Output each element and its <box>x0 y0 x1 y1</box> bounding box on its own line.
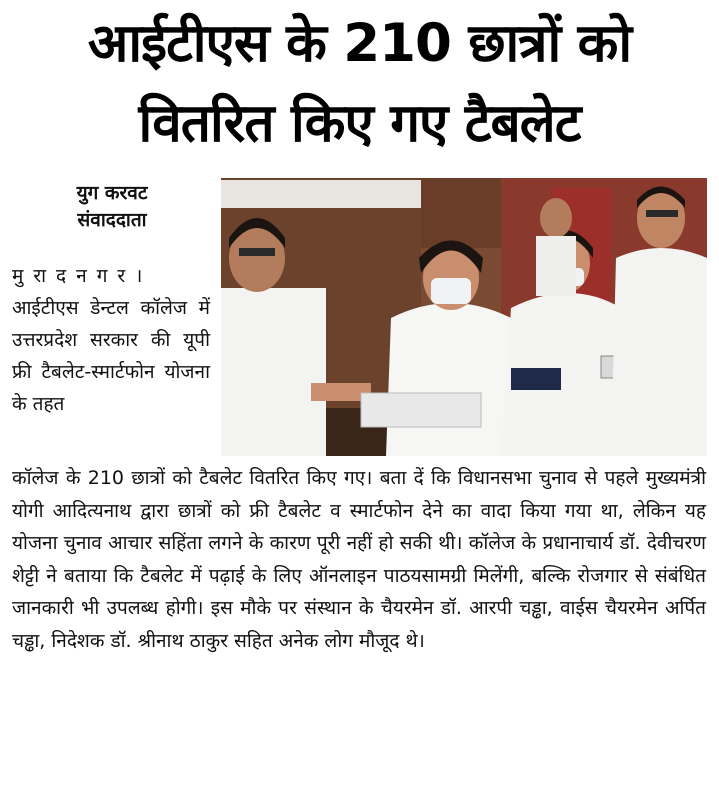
article-column-text: आईटीएस डेन्टल कॉलेज में उत्तरप्रदेश सरकार की यूपी फ्री टैबलेट-स्मार्टफोन योजना के तहत <box>12 297 210 415</box>
article-body-text: कॉलेज के 210 छात्रों को टैबलेट वितरित किए गए। बता दें कि विधानसभा चुनाव से पहले मुख्यमंत्री योगी आदित्यनाथ द्वारा छात्रों को फ्री टैबलेट व स्मार्टफोन देने का वादा किया गया था, लेकिन यह योजना चुनाव आचार सहिंता लगने के कारण पूरी नहीं हो सकी थी। कॉलेज के प्रधानाचार्य डॉ. देवीचरण शेट्टी ने बताया कि टैबलेट में पढ़ाई के लिए ऑनलाइन पाठयसामग्री मिलेंगी, बल्कि रोजगार से संबंधित जानकारी भी उपलब्ध होगी। इस मौके पर संस्थान के चैयरमेन डॉ. आरपी चड्ढा, वाईस चैयरमेन अर्पित चड्ढा, निदेशक डॉ. श्रीनाथ ठाकुर सहित अनेक लोग मौजूद थे। <box>12 467 706 652</box>
dateline: मुरादनगर। <box>12 265 153 287</box>
news-photo <box>221 178 707 456</box>
headline-line-1: आईटीएस के 210 छात्रों को <box>87 13 632 74</box>
byline-source: युग करवट <box>76 182 148 204</box>
headline <box>0 4 719 164</box>
byline <box>12 180 212 234</box>
article-body <box>12 462 706 657</box>
article-intro <box>12 260 210 420</box>
photo-illustration <box>221 178 707 456</box>
byline-role: संवाददाता <box>77 209 147 231</box>
headline-line-2: वितरित किए गए टैबलेट <box>138 93 581 154</box>
